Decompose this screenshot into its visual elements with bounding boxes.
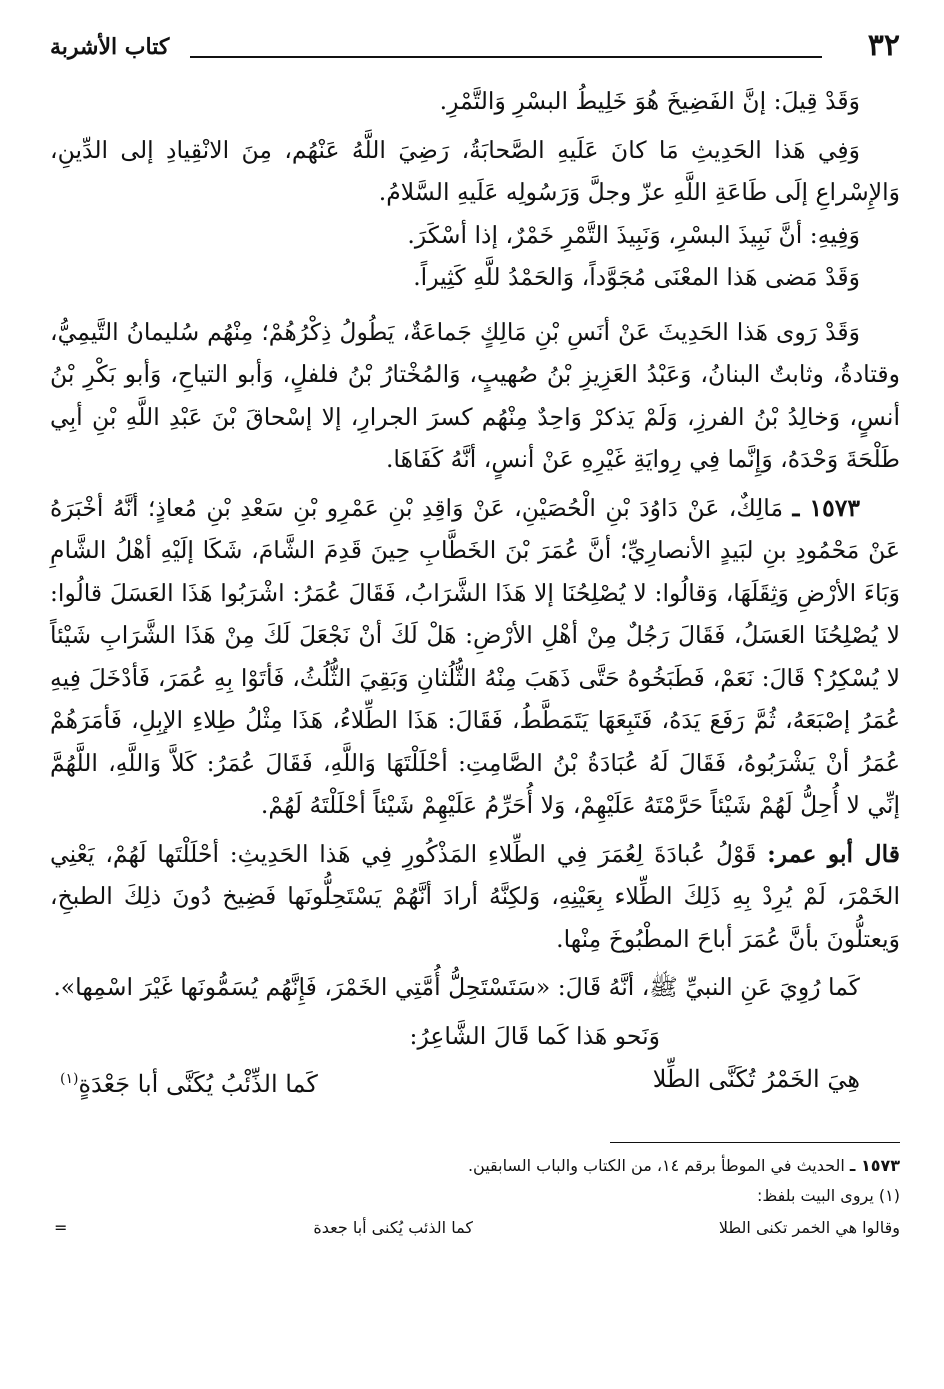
- commentary-text: قَوْلُ عُبادَةَ لِعُمَرَ فِي الطِّلاءِ المَذْكُورِ فِي هَذا الحَدِيثِ: أحْلَلْتَها لَهُمْ، يَعْنِي الخَمْرَ، لَمْ يُرِدْ بِهِ ذَلِكَ الطِّلاء بِعَيْنِهِ، وَلكِنَّهُ أرادَ أنَّهُمْ يَسْتَحِلُّونَها فَضِيخ دُونَ ذلِكَ الطبخِ، وَيعتلُّونَ بأنَّ عُمَرَ أباحَ المطْبُوخَ مِنْها.: [50, 839, 900, 953]
- paragraph: وَقَدْ رَوى هَذا الحَدِيثَ عَنْ أنَسِ بْنِ مَالِكٍ جَماعَةٌ، يَطُولُ ذِكْرُهُمْ؛ مِنْهُم سُليمانُ التَّيمِيُّ، وقتادةُ، وثابتٌ البنانُ، وَعَبْدُ العَزِيزِ بْنُ صُهيبٍ، وَالمُخْتارُ بْنُ فلفلٍ، وَأبو التياحِ، وَأبو بَكْرِ بْنُ أنسٍ، وَخالِدُ بْنُ الفرزِ، وَلَمْ يَذكرْ وَاحِدٌ مِنْهُم كسرَ الجرارِ، إلا إسْحاقَ بْنَ عَبْدِ اللَّهِ بْنِ أبِي طَلْحَةَ وَحْدَهُ، وَإِنَّما فِي رِوايَةِ غَيْرِهِ عَنْ أنسٍ، أنَّهُ كَفَاهَا.: [50, 317, 900, 473]
- hadith-number: ١٥٧٣ ـ: [792, 493, 860, 522]
- footnote-separator: [610, 1142, 900, 1143]
- footnote-verse-second: كما الذئب يُكنى أبا جعدة: [313, 1218, 473, 1237]
- book-page: [50, 24, 900, 1364]
- continuation-mark: =: [54, 1218, 68, 1237]
- paragraph: وَفِي هَذا الحَدِيثِ مَا كانَ عَلَيهِ الصَّحابَةُ، رَضِيَ اللَّهُ عَنْهُم، مِنَ الانْقِيادِ إلى الدِّينِ، وَالإِسْراعِ إلَى طَاعَةِ اللَّهِ عزّ وجلَّ وَرَسُولِه عَلَيهِ السَّلامُ.: [50, 135, 900, 206]
- footnote-hadith: [50, 1151, 900, 1181]
- page-number: ٣٢: [867, 28, 900, 63]
- hadith-paragraph: [50, 487, 900, 827]
- speaker-label: قال أبو عمر:: [767, 839, 900, 868]
- footnote-verse: [50, 1213, 900, 1243]
- footnote-hadith-text: الحديث في الموطأ برقم ١٤، من الكتاب والباب السابقين.: [467, 1156, 845, 1175]
- footnote-mark: (١): [60, 1071, 79, 1087]
- book-title: كتاب الأشربة: [50, 34, 170, 60]
- header-rule: [190, 56, 822, 58]
- footnote-verse-first: وقالوا هي الخمر تكنى الطلا: [718, 1218, 900, 1237]
- footnotes: [50, 1151, 900, 1243]
- verse-second-text: كَما الذِّئْبُ يُكَنَّى أبا جَعْدَةٍ: [78, 1070, 318, 1098]
- footnote-1: (١) يروى البيت بلفظ:: [757, 1186, 900, 1205]
- hadith-text: مَالِكٌ، عَنْ دَاوُدَ بْنِ الْحُصَيْنِ، عَنْ وَاقِدِ بْنِ عَمْرِو بْنِ سَعْدِ بْنِ مُعاذٍ؛ أنَّهُ أخْبَرَهُ عَنْ مَحْمُودِ بنِ لبَيدٍ الأنصارِيِّ؛ أنَّ عُمَرَ بْنَ الخَطَّابِ حِينَ قَدِمَ الشَّامَ، شَكَا إلَيْهِ أهْلُ الشَّامِ وَبَاءَ الأرْضِ وَثِقَلَهَا، وَقالُوا: لا يُصْلِحُنَا إلا هَذَا الشَّرَابُ، فَقَالَ عُمَرُ: اشْرَبُوا هَذَا العَسَلَ قالُوا: لا يُصْلِحُنَا العَسَلُ، فَقَالَ رَجُلٌ مِنْ أهْلِ الأرْضِ: هَلْ لَكَ أنْ نَجْعَلَ لَكَ مِنْ هَذَا الشَّرَابِ شَيْئاً لا يُسْكِرُ؟ قَالَ: نَعَمْ، فَطَبَخُوهُ حَتَّى ذَهَبَ مِنْهُ الثُّلُثانِ وَبَقِيَ الثُّلُثُ، فَأتَوْا بِهِ عُمَرَ، فَأدْخَلَ فِيهِ عُمَرُ إصْبَعَهُ، ثُمَّ رَفَعَ يَدَهُ، فَتَبِعَهَا يَتَمَطَّطُ، فَقَالَ: هَذَا الطِّلاءُ، هَذَا مِثْلُ طِلاءِ الإبِلِ، فَأمَرَهُمْ عُمَرُ أنْ يَشْرَبُوهُ، فَقَالَ لَهُ عُبَادَةُ بْنُ الصَّامِتِ: أحْلَلْتَهَا وَاللَّهِ، فَقَالَ عُمَرُ: كَلاَّ وَاللَّهِ، اللَّهُمَّ إنِّي لا أُحِلُّ لَهُمْ شَيْئاً حَرَّمْتَهُ عَلَيْهِمْ، وَلا أُحَرِّمُ عَلَيْهِمْ شَيْئاً أحْلَلْتَهُ لَهُمْ.: [50, 493, 901, 819]
- poetry-verse: [50, 1057, 900, 1106]
- verse-first-hemistich: هِيَ الخَمْرُ تُكَنَّى الطِّلا: [652, 1065, 860, 1093]
- verse-intro: وَنَحو هَذا كَما قَالَ الشَّاعِرُ:: [409, 1021, 660, 1050]
- verse-second-hemistich: [60, 1057, 318, 1106]
- paragraph: وَفِيهِ: أنَّ نَبِيذَ البسْرِ، وَنَبِيذَ التَّمْرِ خَمْرٌ، إذا أسْكَرَ.: [407, 220, 860, 249]
- running-header: [50, 24, 900, 68]
- footnote-hadith-number: ١٥٧٣ ـ: [849, 1156, 900, 1175]
- main-text: [50, 80, 900, 1106]
- commentary-paragraph: [50, 833, 900, 961]
- paragraph: كَما رُوِيَ عَنِ النبيِّ ﷺ، أنَّهُ قَالَ: «سَتَسْتَحِلُّ أُمَّتِي الخَمْرَ، فَإِنَّهُم يُسَمُّونَها غَيْرَ اسْمِها».: [53, 973, 860, 1001]
- paragraph: وَقَدْ قِيلَ: إنَّ الفَضِيخَ هُوَ خَلِيطُ البسْرِ وَالتَّمْرِ.: [439, 87, 860, 115]
- paragraph: وَقَدْ مَضى هَذا المعْنَى مُجَوَّداً، وَالحَمْدُ للَّهِ كَثِيراً.: [413, 263, 860, 291]
